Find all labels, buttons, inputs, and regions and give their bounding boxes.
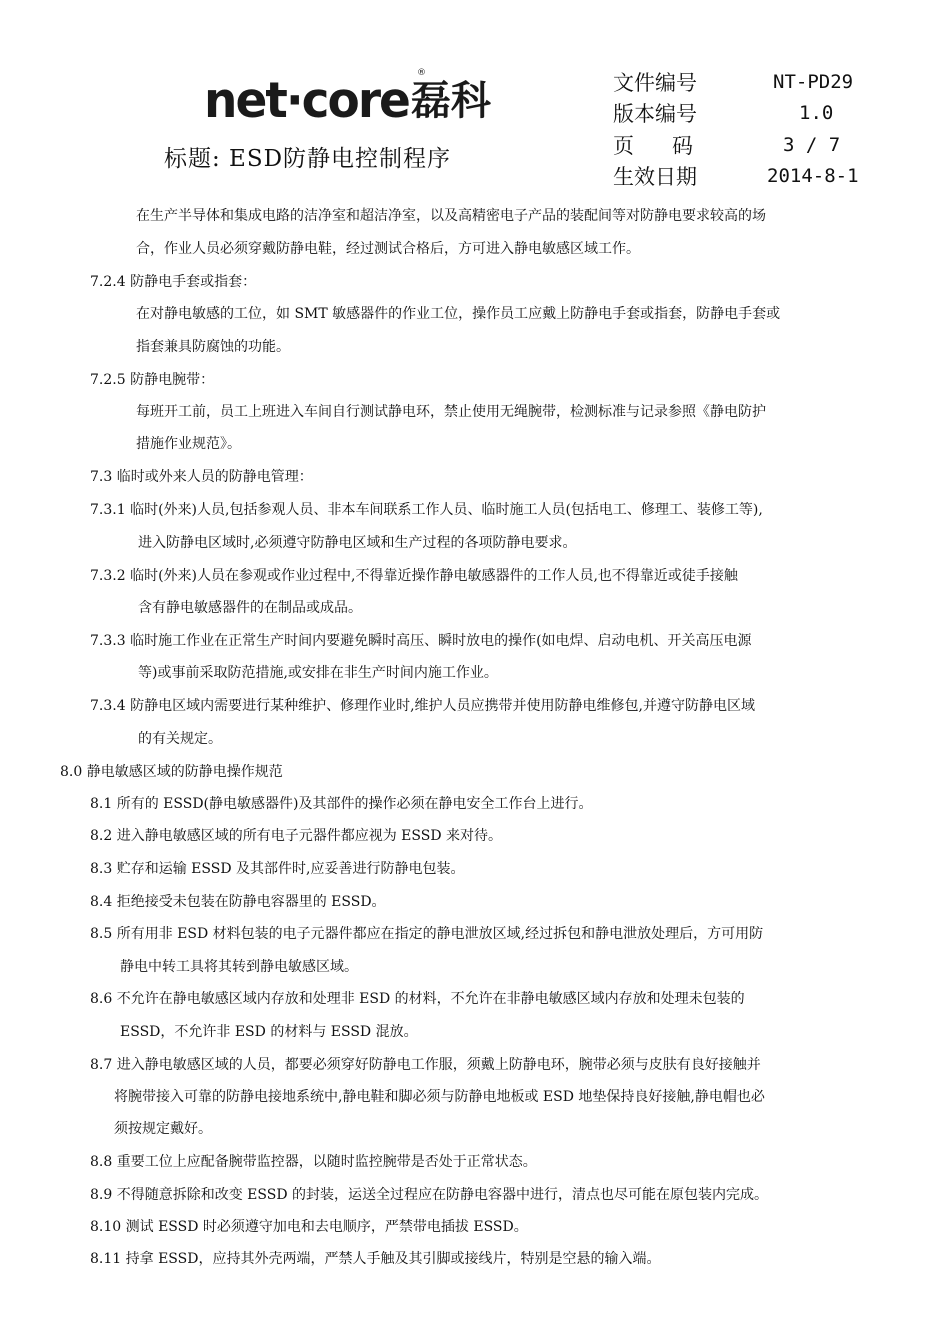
body-line: 8.1 所有的 ESSD(静电敏感器件)及其部件的操作必须在静电安全工作台上进行。 bbox=[90, 796, 593, 812]
meta-label: 生效日期 bbox=[613, 165, 697, 190]
body-line: ESSD，不允许非 ESD 的材料与 ESSD 混放。 bbox=[120, 1024, 418, 1040]
body-line: 须按规定戴好。 bbox=[114, 1121, 212, 1137]
body-line: 8.10 测试 ESSD 时必须遵守加电和去电顺序，严禁带电插拔 ESSD。 bbox=[90, 1219, 528, 1235]
meta-file-number bbox=[613, 66, 903, 98]
body-line: 措施作业规范》。 bbox=[136, 436, 241, 452]
body-line: 8.8 重要工位上应配备腕带监控器，以随时监控腕带是否处于正常状态。 bbox=[90, 1154, 537, 1170]
body-line: 含有静电敏感器件的在制品或成品。 bbox=[138, 600, 362, 616]
meta-effective-date bbox=[613, 161, 903, 193]
registered-mark: ® bbox=[417, 68, 426, 78]
body-line: 7.3.3 临时施工作业在正常生产时间内要避免瞬时高压、瞬时放电的操作(如电焊、启动电机、开关高压电源 bbox=[90, 633, 752, 649]
body-line: 进入防静电区域时,必须遵守防静电区域和生产过程的各项防静电要求。 bbox=[138, 535, 577, 551]
body-line: 静电中转工具将其转到静电敏感区域。 bbox=[120, 959, 358, 975]
meta-value: 3 / 7 bbox=[783, 133, 841, 156]
body-line: 8.9 不得随意拆除和改变 ESSD 的封装，运送全过程应在防静电容器中进行，清点也尽可能在原包装内完成。 bbox=[90, 1187, 768, 1203]
body-line: 在对静电敏感的工位，如 SMT 敏感器件的作业工位，操作员工应戴上防静电手套或指套，防静电手套或 bbox=[136, 306, 781, 322]
section-heading: 7.2.4 防静电手套或指套： bbox=[90, 274, 257, 290]
logo-chinese: 磊科 bbox=[410, 78, 491, 124]
body-line: 7.3.4 防静电区域内需要进行某种维护、修理作业时,维护人员应携带并使用防静电维修包,并遵守防静电区域 bbox=[90, 698, 755, 714]
meta-value: NT-PD29 bbox=[773, 70, 854, 93]
meta-version bbox=[613, 98, 903, 130]
body-line: 8.11 持拿 ESSD，应持其外壳两端，严禁人手触及其引脚或接线片，特别是空悬的输入端。 bbox=[90, 1251, 661, 1267]
body-line: 在生产半导体和集成电路的洁净室和超洁净室，以及高精密电子产品的装配间等对防静电要求较高的场 bbox=[136, 208, 766, 224]
body-line: 8.5 所有用非 ESD 材料包装的电子元器件都应在指定的静电泄放区域,经过拆包和静电泄放处理后，方可用防 bbox=[90, 926, 764, 942]
body-line: 8.6 不允许在静电敏感区域内存放和处理非 ESD 的材料，不允许在非静电敏感区域内存放和处理未包装的 bbox=[90, 991, 745, 1007]
body-line: 8.4 拒绝接受未包装在防静电容器里的 ESSD。 bbox=[90, 894, 386, 910]
body-line: 8.3 贮存和运输 ESSD 及其部件时,应妥善进行防静电包装。 bbox=[90, 861, 465, 877]
body-line: 合，作业人员必须穿戴防静电鞋，经过测试合格后，方可进入静电敏感区域工作。 bbox=[136, 241, 640, 257]
logo-net: net bbox=[204, 71, 286, 130]
section-heading: 7.2.5 防静电腕带： bbox=[90, 372, 215, 388]
document-meta bbox=[613, 66, 903, 192]
meta-page bbox=[613, 129, 903, 161]
body-line: 的有关规定。 bbox=[138, 731, 222, 747]
body-line: 8.2 进入静电敏感区域的所有电子元器件都应视为 ESSD 来对待。 bbox=[90, 828, 502, 844]
body-line: 7.3.2 临时(外来)人员在参观或作业过程中,不得靠近操作静电敏感器件的工作人员,也不得靠近或徒手接触 bbox=[90, 568, 738, 584]
meta-label: 版本编号 bbox=[613, 102, 697, 127]
logo-core: core bbox=[301, 71, 409, 130]
body-line: 7.3.1 临时(外来)人员,包括参观人员、非本车间联系工作人员、临时施工人员(包括电工、修理工、装修工等), bbox=[90, 502, 763, 518]
meta-label: 页码 bbox=[613, 133, 731, 158]
section-heading: 8.0 静电敏感区域的防静电操作规范 bbox=[60, 764, 283, 780]
section-heading: 7.3 临时或外来人员的防静电管理： bbox=[90, 469, 313, 485]
document-title: 标题: ESD防静电控制程序 bbox=[164, 146, 452, 172]
body-line: 将腕带接入可靠的防静电接地系统中,静电鞋和脚必须与防静电地板或 ESD 地垫保持良好接触,静电帽也必 bbox=[114, 1089, 765, 1105]
body-line: 8.7 进入静电敏感区域的人员，都要必须穿好防静电工作服，须戴上防静电环，腕带必须与皮肤有良好接触并 bbox=[90, 1057, 761, 1073]
body-line: 指套兼具防腐蚀的功能。 bbox=[136, 339, 290, 355]
logo-wordmark bbox=[204, 71, 409, 130]
meta-value: 2014-8-1 bbox=[767, 165, 859, 188]
body-line: 等)或事前采取防范措施,或安排在非生产时间内施工作业。 bbox=[138, 665, 498, 681]
netcore-logo bbox=[204, 68, 491, 130]
logo-dot: · bbox=[285, 71, 302, 130]
meta-value: 1.0 bbox=[799, 102, 834, 125]
body-line: 每班开工前，员工上班进入车间自行测试静电环，禁止使用无绳腕带，检测标准与记录参照《静电防护 bbox=[136, 404, 766, 420]
meta-label: 文件编号 bbox=[613, 70, 697, 95]
